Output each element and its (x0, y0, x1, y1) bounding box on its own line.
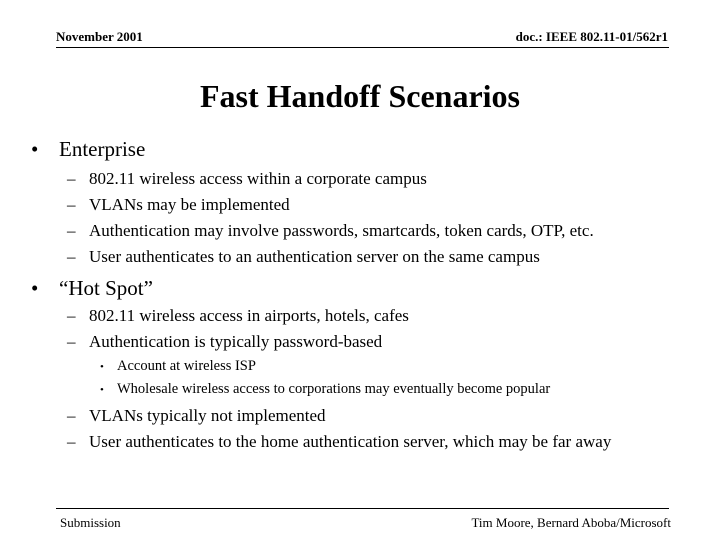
bullet-label: Enterprise (59, 137, 146, 161)
list-item (67, 305, 677, 326)
list-item (67, 246, 677, 267)
dash-icon: – (67, 432, 76, 451)
list-item (67, 220, 677, 241)
dash-icon: – (67, 195, 76, 214)
bullet-dot-icon: • (31, 137, 39, 161)
list-item-text: User authenticates to an authentication server on the same campus (89, 247, 540, 266)
bullet-dot-icon: • (100, 384, 104, 396)
list-item-text: Authentication is typically password-based (89, 332, 383, 351)
dash-icon: – (67, 169, 76, 188)
list-item (67, 331, 677, 352)
list-item-text: User authenticates to the home authentication server, which may be far away (89, 432, 612, 451)
bullet-hot-spot (31, 276, 153, 300)
dash-icon: – (67, 406, 76, 425)
sub-list-item (100, 380, 550, 399)
header-date: November 2001 (56, 29, 143, 44)
list-item (67, 168, 677, 189)
dash-icon: – (67, 332, 76, 351)
dash-icon: – (67, 306, 76, 325)
list-item-text: VLANs may be implemented (89, 195, 290, 214)
bullet-dot-icon: • (100, 361, 104, 373)
slide-title: Fast Handoff Scenarios (200, 78, 520, 114)
footer-rule (56, 508, 669, 509)
list-item (67, 405, 677, 426)
header-rule (56, 47, 669, 48)
dash-icon: – (67, 247, 76, 266)
list-item-text: 802.11 wireless access in airports, hotels, cafes (89, 306, 409, 325)
sub-list-item-text: Wholesale wireless access to corporations may eventually become popular (117, 381, 551, 397)
list-item-text: VLANs typically not implemented (89, 406, 326, 425)
footer-authors: Tim Moore, Bernard Aboba/Microsoft (471, 515, 671, 530)
footer-submission: Submission (60, 515, 121, 530)
list-item (67, 194, 677, 215)
sub-list-item (100, 357, 256, 376)
header-doc-id: doc.: IEEE 802.11-01/562r1 (515, 29, 668, 44)
bullet-enterprise (31, 137, 145, 161)
dash-icon: – (67, 221, 76, 240)
bullet-dot-icon: • (31, 276, 39, 300)
list-item-text: Authentication may involve passwords, smartcards, token cards, OTP, etc. (89, 221, 594, 240)
list-item-text: 802.11 wireless access within a corporate campus (89, 169, 427, 188)
bullet-label: “Hot Spot” (59, 276, 153, 300)
sub-list-item-text: Account at wireless ISP (117, 358, 256, 374)
list-item (67, 431, 677, 452)
